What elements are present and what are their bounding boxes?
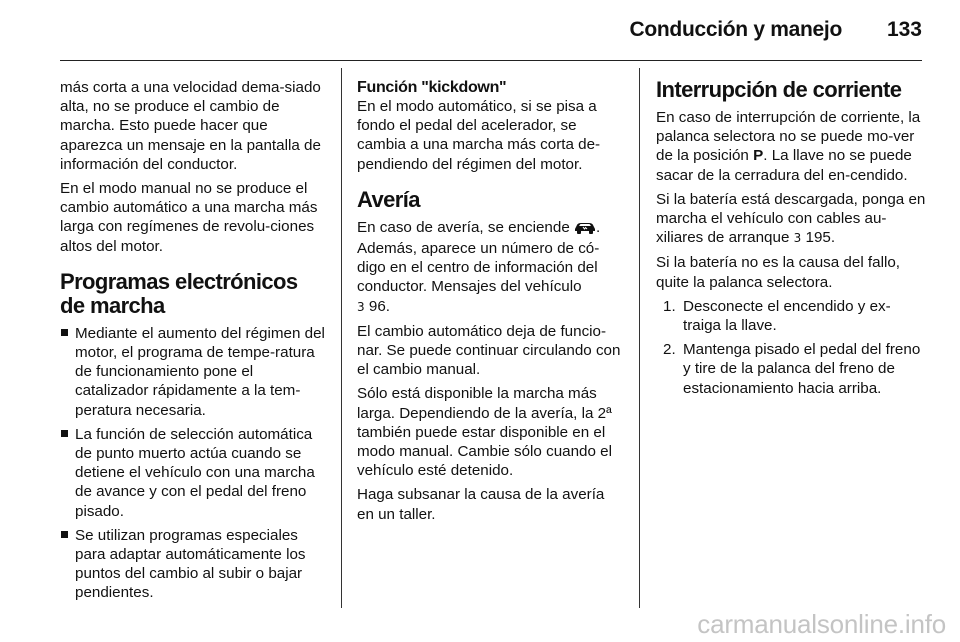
page-reference-icon: 3 [793, 231, 802, 246]
gear-position-label: P [753, 147, 764, 165]
page-number: 133 [886, 18, 922, 41]
paragraph-text: En caso de avería, se enciende [357, 218, 570, 236]
paragraph: Haga subsanar la causa de la avería en un taller. [357, 486, 605, 523]
paragraph [656, 190, 926, 249]
paragraph: Sólo está disponible la marcha más larga. Dependiendo de la avería, la 2ª también puede estar disponible en el modo manual. Cambie sólo cuando el vehículo esté detenido. [357, 385, 612, 480]
paragraph [357, 218, 625, 317]
paragraph [656, 108, 926, 185]
column-2 [357, 78, 625, 529]
list-item-text: Mediante el aumento del régimen del motor, el programa de tempe-ratura de funcionamiento pone el catalizador rápidamente a la tem-peratura necesaria. [75, 324, 325, 419]
section-heading: Programas electrónicos de marcha [60, 268, 298, 318]
paragraph-text: En caso de interrupción de corriente, la palanca selectora no se puede mo-ver de la posición [656, 109, 921, 165]
paragraph: más corta a una velocidad dema-siado alta, no se produce el cambio de marcha. Esto puede hacer que aparezca un mensaje en la pantalla de información del conductor. [60, 79, 321, 173]
column-3 [656, 78, 926, 403]
list-item-text: La función de selección automática de punto muerto actúa cuando se detiene el vehículo con una marcha de avance y con el pedal del freno pisado. [75, 425, 315, 520]
list-item-text: Se utilizan programas especiales para adaptar automáticamente los puntos del cambio al subir o bajar pendientes. [75, 526, 306, 602]
paragraph-text: Si la batería está descargada, ponga en marcha el vehículo con cables au-xiliares de arranque [656, 190, 926, 247]
column-divider [639, 68, 640, 608]
car-warning-icon [574, 220, 596, 239]
list-item [656, 340, 926, 398]
step-text: Mantenga pisado el pedal del freno y tire de la palanca del freno de estacionamiento hacia arriba. [683, 341, 921, 397]
page-reference: 195. [805, 229, 836, 247]
watermark: carmanualsonline.info [697, 609, 946, 639]
subsection-heading: Función "kickdown" [357, 79, 507, 96]
page-reference-icon: 3 [357, 299, 365, 314]
paragraph-text: . [596, 218, 601, 236]
paragraph-text: Además, aparece un número de có-digo en el centro de información del conductor. Mensajes del vehículo [357, 240, 600, 296]
section-heading: Avería [357, 186, 420, 212]
list-item [656, 297, 926, 335]
step-number: 2. [663, 341, 676, 359]
step-number: 1. [663, 297, 676, 315]
paragraph: El cambio automático deja de funcio-nar. Se puede continuar circulando con el cambio manual. [357, 322, 621, 379]
section-heading: Interrupción de corriente [656, 77, 902, 102]
list-item [60, 324, 326, 420]
page-title: Conducción y manejo [629, 18, 842, 41]
square-bullet-icon [61, 430, 68, 437]
step-text: Desconecte el encendido y ex-traiga la llave. [683, 297, 891, 335]
square-bullet-icon [61, 329, 68, 336]
paragraph: En el modo manual no se produce el cambio automático a una marcha más larga con regímenes de revolu-ciones altos del motor. [60, 180, 318, 255]
list-item [60, 425, 326, 521]
numbered-list [656, 297, 926, 398]
list-item [60, 526, 326, 603]
page-header [60, 0, 922, 61]
paragraph-text: . La llave no se puede sacar de la cerradura del en-cendido. [656, 147, 912, 184]
bullet-list [60, 324, 326, 603]
column-1 [60, 78, 326, 608]
square-bullet-icon [61, 531, 68, 538]
page-reference: 96. [368, 297, 390, 315]
paragraph: Si la batería no es la causa del fallo, quite la palanca selectora. [656, 254, 900, 291]
column-divider [341, 68, 342, 608]
paragraph: En el modo automático, si se pisa a fondo el pedal del acelerador, se cambia a una marcha más corta de-pendiendo del régimen del motor. [357, 98, 601, 173]
